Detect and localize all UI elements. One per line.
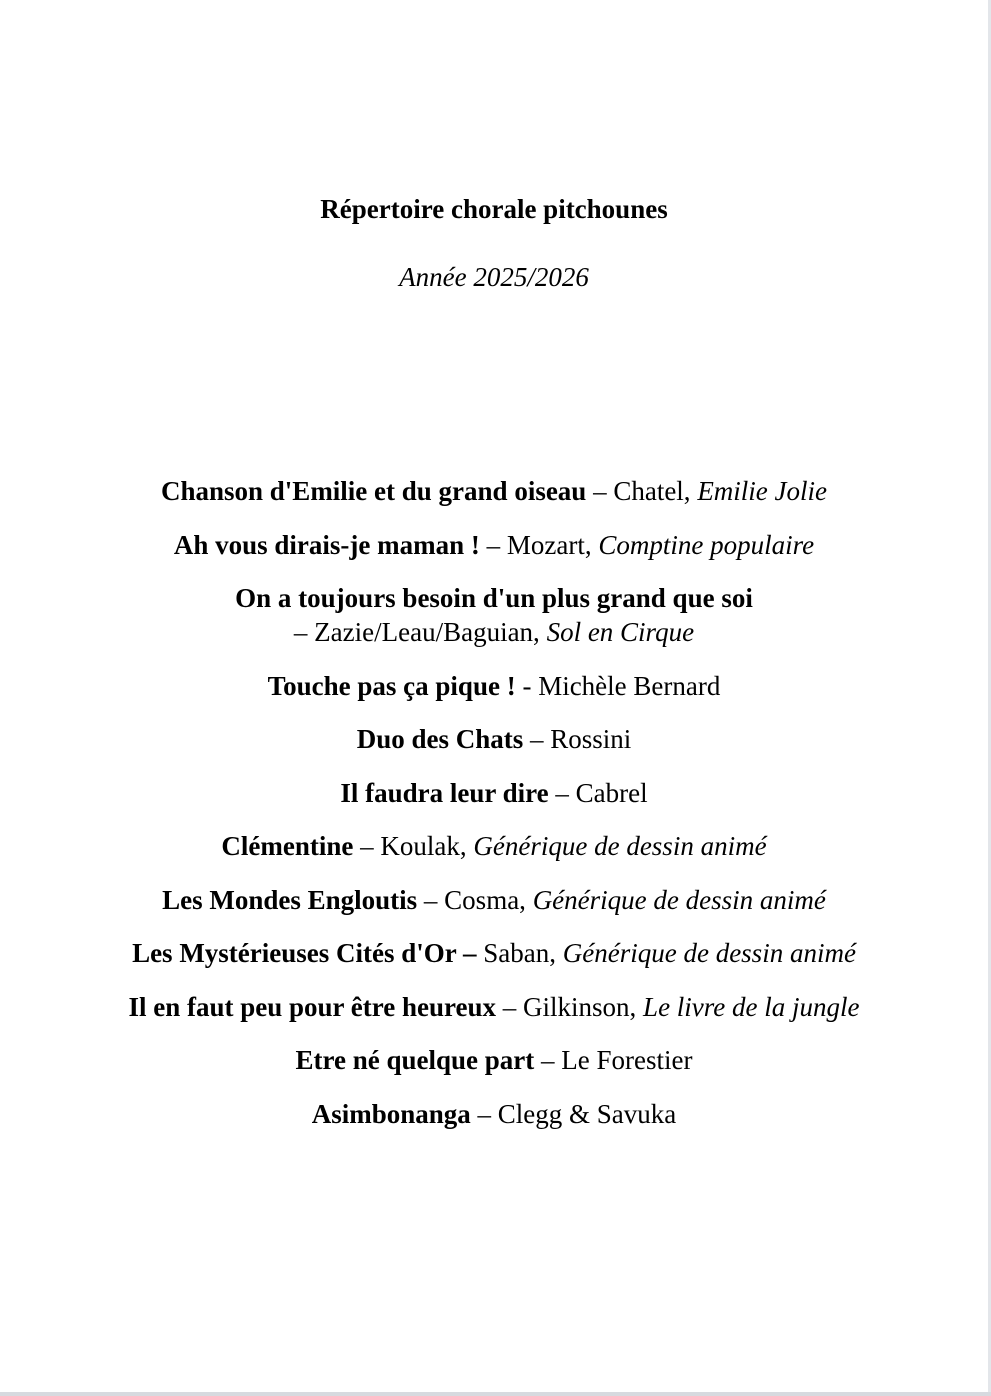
- song-separator: –: [534, 1045, 562, 1075]
- song-title: Duo des Chats: [356, 724, 524, 754]
- song-separator: –: [470, 1098, 498, 1129]
- song-author: Michèle Bernard: [538, 670, 721, 701]
- song-author: Cabrel: [575, 777, 648, 808]
- song-title: Clémentine: [221, 831, 354, 861]
- page-edge-bottom: [0, 1392, 991, 1396]
- song-author: Mozart,: [506, 529, 592, 560]
- document-title: Répertoire chorale pitchounes: [320, 194, 668, 224]
- song-item: [0, 990, 988, 1024]
- song-source: Le livre de la jungle: [643, 991, 860, 1022]
- song-separator: –: [496, 991, 524, 1022]
- song-title: Touche pas ça pique !: [267, 670, 516, 701]
- song-title: Les Mystérieuses Cités d'Or –: [132, 938, 477, 968]
- song-author: Saban,: [483, 938, 556, 968]
- song-separator: –: [417, 884, 445, 915]
- song-title: Il faudra leur dire: [340, 777, 549, 808]
- song-author: Gilkinson,: [523, 991, 637, 1022]
- song-item: [0, 829, 988, 863]
- song-author: Clegg & Savuka: [497, 1098, 677, 1129]
- song-source: Comptine populaire: [598, 529, 815, 560]
- song-title: Les Mondes Engloutis: [162, 884, 418, 915]
- song-item: [0, 1043, 988, 1077]
- song-title: On a toujours besoin d'un plus grand que soi: [235, 583, 753, 613]
- song-item: [0, 1097, 988, 1131]
- song-item: [0, 474, 988, 508]
- song-title: Chanson d'Emilie et du grand oiseau: [160, 476, 587, 506]
- song-separator: -: [515, 670, 539, 701]
- song-author: Cosma,: [444, 884, 526, 915]
- song-title: Il en faut peu pour être heureux: [128, 991, 497, 1022]
- song-list: [0, 474, 988, 1150]
- song-item: [0, 528, 988, 562]
- song-source: Sol en Cirque: [546, 617, 695, 647]
- song-source: Générique de dessin animé: [562, 938, 856, 968]
- song-item: [0, 936, 988, 970]
- song-separator: –: [479, 529, 507, 560]
- song-title: Ah vous dirais-je maman !: [173, 529, 480, 560]
- song-author: Koulak,: [380, 831, 467, 861]
- song-source: Générique de dessin animé: [473, 831, 767, 861]
- song-author: Chatel,: [613, 476, 691, 506]
- song-author: – Zazie/Leau/Baguian,: [293, 617, 540, 647]
- song-separator: –: [523, 724, 551, 754]
- song-author: Rossini: [550, 724, 632, 754]
- song-separator: –: [586, 476, 614, 506]
- song-separator: –: [353, 831, 381, 861]
- song-source: Emilie Jolie: [697, 476, 828, 506]
- song-item: [0, 776, 988, 810]
- song-title: Asimbonanga: [311, 1098, 471, 1129]
- song-item: [0, 581, 988, 649]
- song-item: [0, 722, 988, 756]
- song-item: [0, 883, 988, 917]
- song-title: Etre né quelque part: [295, 1045, 535, 1075]
- song-item: [0, 669, 988, 703]
- song-source: Générique de dessin animé: [532, 884, 826, 915]
- song-author: Le Forestier: [561, 1045, 693, 1075]
- document-year: Année 2025/2026: [399, 262, 589, 292]
- song-separator: –: [548, 777, 576, 808]
